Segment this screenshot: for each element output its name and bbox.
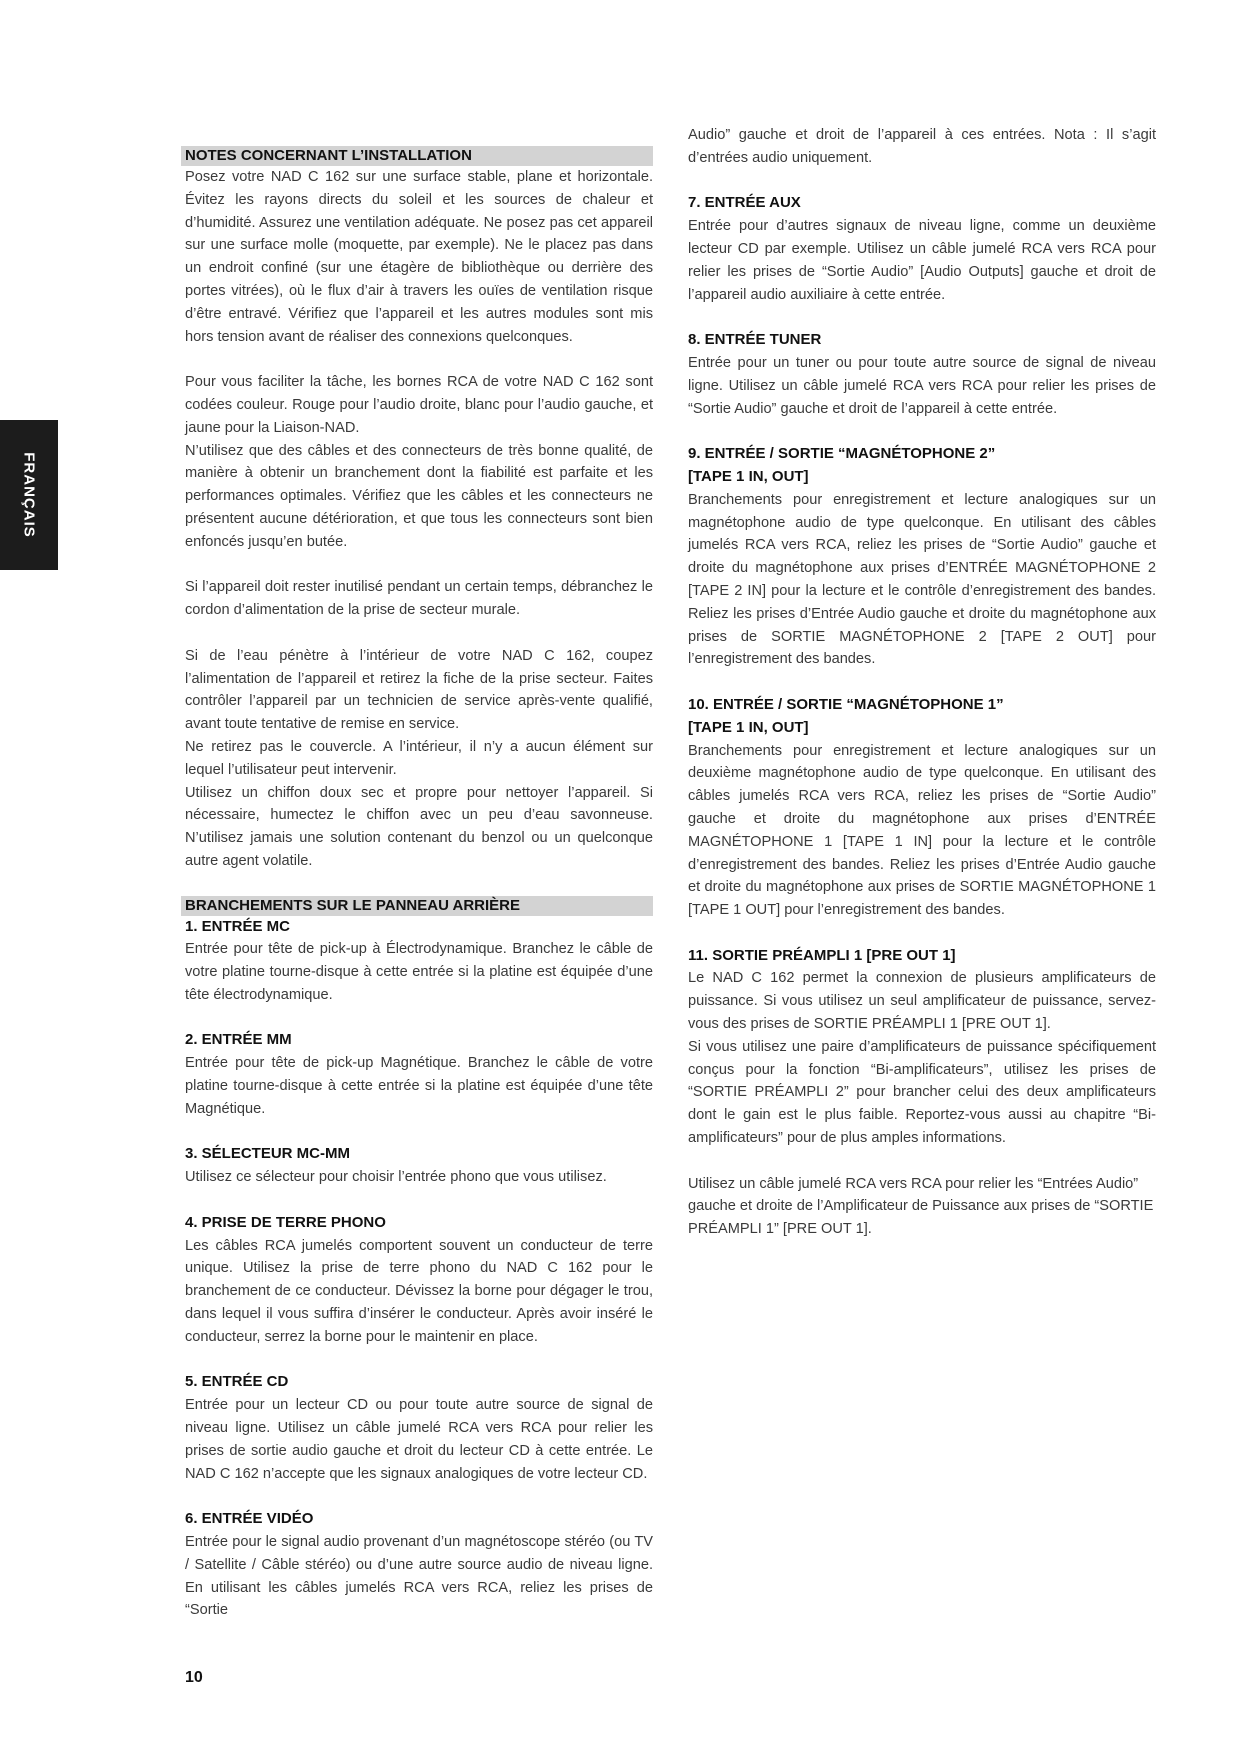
installation-paragraph: Si l’appareil doit rester inutilisé pendant un certain temps, débranchez le cordon d’alimentation de la prise de secteur murale.: [185, 579, 653, 619]
section-title: 6. ENTRÉE VIDÉO: [185, 1510, 314, 1528]
section-title: 4. PRISE DE TERRE PHONO: [185, 1213, 386, 1231]
section-text: Branchements pour enregistrement et lecture analogiques sur un magnétophone audio de type quelconque. En utilisant des câbles jumelés RCA vers RCA, reliez les prises de “Sortie Audio” gauche et droite du magnétophone aux prises d’ENTRÉE MAGNÉTOPHONE 2 [TAPE 2 IN] pour la lecture et le contrôle d’enregistrement des bandes. Reliez les prises d’Entrée Audio gauche et droite du magnétophone aux prises de SORTIE MAGNÉTOPHONE 2 [TAPE 2 OUT] pour l’enregistrement des bandes.: [688, 491, 1156, 668]
section-title: 10. ENTRÉE / SORTIE “MAGNÉTOPHONE 1”: [688, 695, 1004, 713]
section-text: Entrée pour d’autres signaux de niveau ligne, comme un deuxième lecteur CD par exemple. Utilisez un câble jumelé RCA vers RCA pour relier les prises de “Sortie Audio” [Audio Outputs] gauche et droit de l’appareil audio auxiliaire à cette entrée.: [688, 218, 1156, 303]
section-text: Entrée pour tête de pick-up à Électrodynamique. Branchez le câble de votre platine tourne-disque à cette entrée si la platine est équipée d’une tête électrodynamique.: [185, 941, 653, 1003]
right-column: [688, 124, 1156, 1241]
section-title: [TAPE 1 IN, OUT]: [688, 467, 809, 485]
section-title: 11. SORTIE PRÉAMPLI 1 [PRE OUT 1]: [688, 946, 956, 964]
section-text: Les câbles RCA jumelés comportent souvent un conducteur de terre unique. Utilisez la prise de terre phono du NAD C 162 pour le branchement de ce conducteur. Dévissez la borne pour dégager le trou, dans lequel il vous suffira d’insérer le conducteur. Après avoir inséré le conducteur, serrez la borne pour le maintenir en place.: [185, 1237, 653, 1345]
installation-paragraph: Si de l’eau pénètre à l’intérieur de votre NAD C 162, coupez l’alimentation de l’appareil et retirez la fiche de la prise secteur. Faites contrôler l’appareil par un technicien de service après-vente qualifié, avant toute tentative de remise en service.: [185, 647, 653, 733]
section-text: Le NAD C 162 permet la connexion de plusieurs amplificateurs de puissance. Si vous utilisez un seul amplificateur de puissance, servez-vous des prises de SORTIE PRÉAMPLI 1 [PRE OUT 1].: [688, 970, 1156, 1033]
section-title: 7. ENTRÉE AUX: [688, 194, 801, 212]
section-text: Branchements pour enregistrement et lecture analogiques sur un deuxième magnétophone audio de type quelconque. En utilisant des câbles jumelés RCA vers RCA, reliez les prises de “Sortie Audio” gauche et droite du magnétophone aux prises d’ENTRÉE MAGNÉTOPHONE 1 [TAPE 1 IN] pour la lecture et le contrôle d’enregistrement des bandes. Reliez les prises d’Entrée Audio gauche et droite du magnétophone aux prises de SORTIE MAGNÉTOPHONE 1 [TAPE 1 OUT] pour l’enregistrement des bandes.: [688, 742, 1156, 919]
installation-paragraph: Utilisez un chiffon doux sec et propre pour nettoyer l’appareil. Si nécessaire, humectez le chiffon avec un peu d’eau savonneuse. N’utilisez jamais une solution contenant du benzol ou un quelconque autre agent volatile.: [185, 784, 653, 869]
section-title: 3. SÉLECTEUR MC-MM: [185, 1145, 350, 1163]
installation-paragraph: Ne retirez pas le couvercle. A l’intérieur, il n’y a aucun élément sur lequel l’utilisateur peut intervenir.: [185, 738, 653, 778]
section-text: Entrée pour un lecteur CD ou pour toute autre source de signal de niveau ligne. Utilisez un câble jumelé RCA vers RCA pour relier les prises de sortie audio gauche et droit du lecteur CD à cette entrée. Le NAD C 162 n’accepte que les signaux analogiques de votre lecteur CD.: [185, 1397, 653, 1482]
installation-paragraph: Posez votre NAD C 162 sur une surface stable, plane et horizontale. Évitez les rayons directs du soleil et les sources de chaleur et d’humidité. Assurez une ventilation adéquate. Ne posez pas cet appareil sur une surface molle (moquette, par exemple). Ne le placez pas dans un endroit confiné (sur une étagère de bibliothèque ou derrière des portes vitrées), où le flux d’air à travers les ouïes de ventilation risque d’être entravé. Vérifiez que l’appareil et les autres modules sont mis hors tension avant de réaliser des connexions quelconques.: [185, 169, 653, 345]
section-text: Utilisez un câble jumelé RCA vers RCA pour relier les “Entrées Audio” gauche et droite de l’Amplificateur de Puissance aux prises de “SORTIE PRÉAMPLI 1” [PRE OUT 1].: [688, 1175, 1154, 1238]
section-text: Utilisez ce sélecteur pour choisir l’entrée phono que vous utilisez.: [185, 1169, 607, 1186]
section-title: [TAPE 1 IN, OUT]: [688, 718, 809, 736]
section-text: Entrée pour un tuner ou pour toute autre source de signal de niveau ligne. Utilisez un câble jumelé RCA vers RCA pour relier les prises de “Sortie Audio” gauche et droit de l’appareil à cette entrée.: [688, 354, 1156, 417]
page-number: 10: [185, 1669, 203, 1686]
left-column: [185, 146, 653, 1622]
language-label: FRANÇAIS: [20, 452, 38, 538]
installation-heading: NOTES CONCERNANT L’INSTALLATION: [181, 146, 653, 166]
installation-paragraph: Pour vous faciliter la tâche, les bornes RCA de votre NAD C 162 sont codées couleur. Rouge pour l’audio droite, blanc pour l’audio gauche, et jaune pour la Liaison-NAD.: [185, 374, 653, 436]
section-text: Audio” gauche et droit de l’appareil à ces entrées. Nota : Il s’agit d’entrées audio uniquement.: [688, 127, 1156, 166]
section-title: 8. ENTRÉE TUNER: [688, 331, 822, 349]
language-side-tab: [0, 420, 58, 570]
section-text: Entrée pour le signal audio provenant d’un magnétoscope stéréo (ou TV / Satellite / Câble stéréo) ou d’une autre source audio de niveau ligne. En utilisant les câbles jumelés RCA vers RCA, reliez les prises de “Sortie: [185, 1534, 653, 1619]
rear-panel-heading: BRANCHEMENTS SUR LE PANNEAU ARRIÈRE: [181, 896, 653, 916]
section-title: 9. ENTRÉE / SORTIE “MAGNÉTOPHONE 2”: [688, 445, 996, 463]
section-title: 2. ENTRÉE MM: [185, 1031, 292, 1049]
section-text: Entrée pour tête de pick-up Magnétique. Branchez le câble de votre platine tourne-disque à cette entrée si la platine est équipée d’une tête Magnétique.: [185, 1055, 653, 1117]
installation-paragraph: N’utilisez que des câbles et des connecteurs de très bonne qualité, de manière à obtenir un branchement dont la fiabilité est parfaite et les performances optimales. Vérifiez que les câbles et les connecteurs ne présentent aucune détérioration, et que tous les connecteurs sont bien enfoncés jusqu’en butée.: [185, 442, 653, 550]
section-title: 5. ENTRÉE CD: [185, 1373, 289, 1391]
section-text: Si vous utilisez une paire d’amplificateurs de puissance spécifiquement conçus pour la fonction “Bi-amplificateurs”, utilisez les prises de “SORTIE PRÉAMPLI 2” pour brancher celui des deux amplificateurs dont le gain est le plus faible. Reportez-vous aussi au chapitre “Bi-amplificateurs” pour de plus amples informations.: [688, 1038, 1156, 1147]
section-title: 1. ENTRÉE MC: [185, 917, 291, 935]
